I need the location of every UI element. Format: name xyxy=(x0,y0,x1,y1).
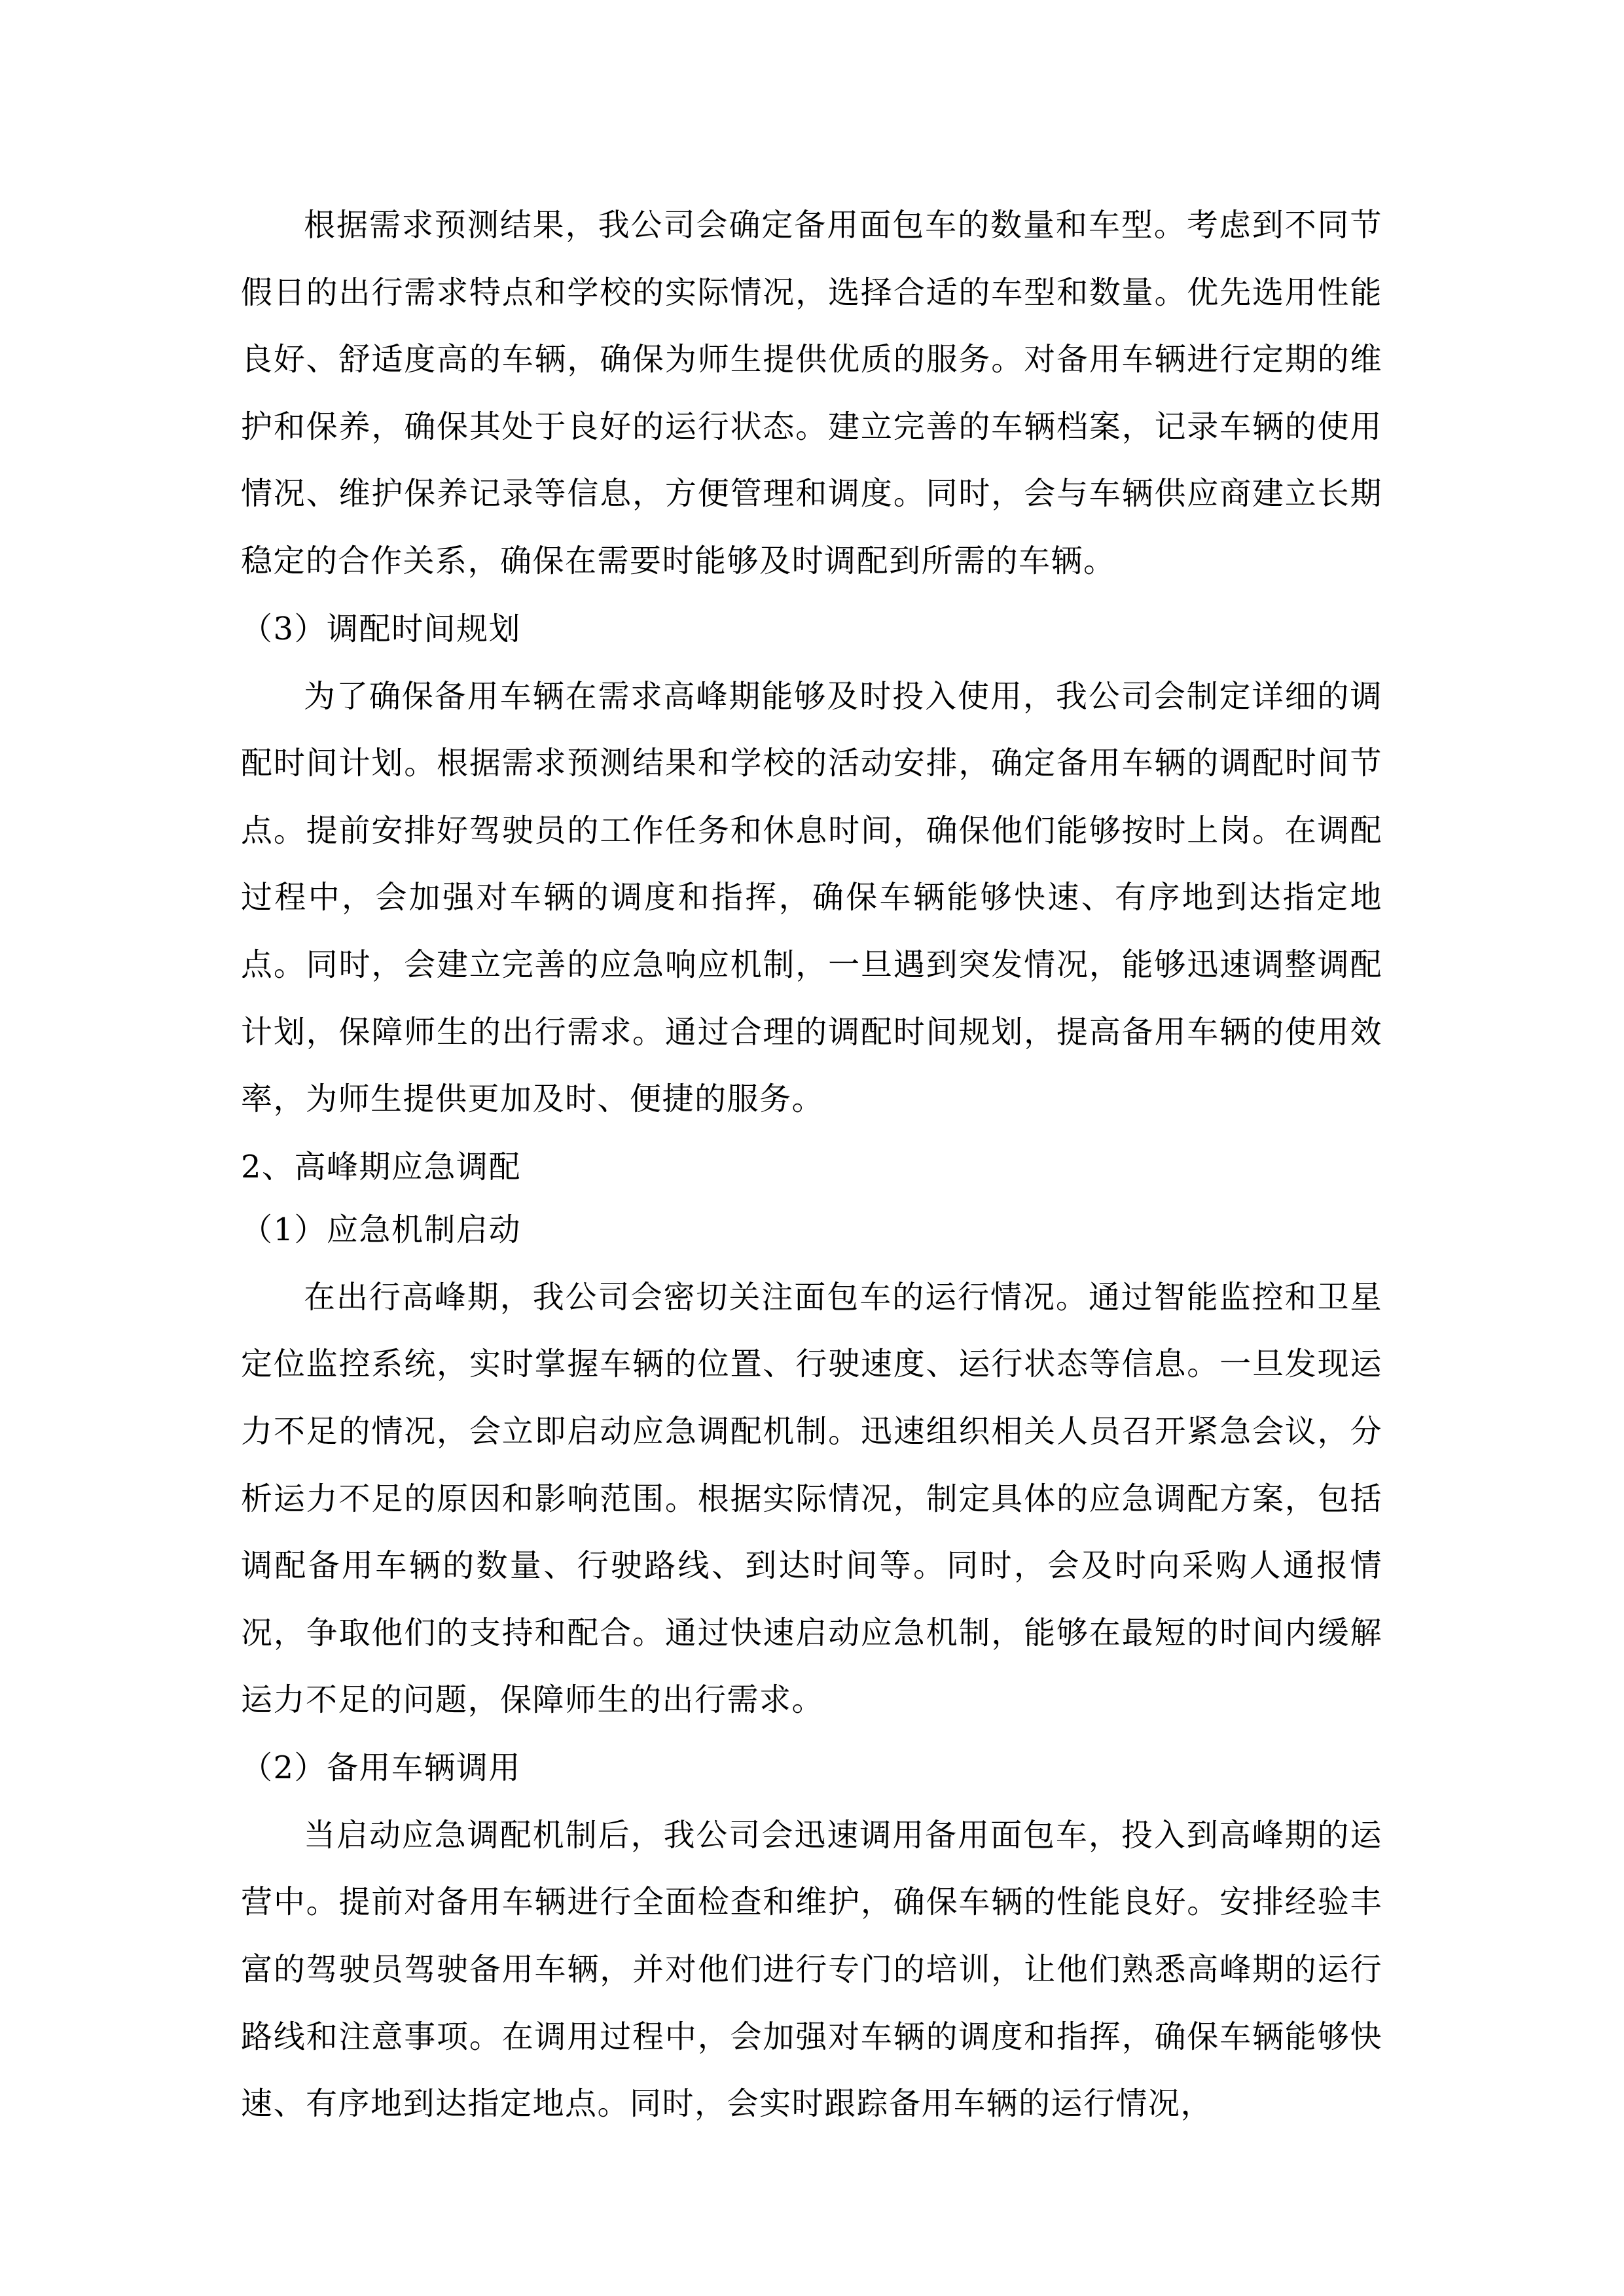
subheading-dispatch-time-planning: （3）调配时间规划 xyxy=(241,610,522,647)
section-heading-peak-emergency-dispatch: 2、高峰期应急调配 xyxy=(241,1148,522,1185)
document-body xyxy=(241,192,1382,2138)
paragraph-backup-vehicle-deployment: 当启动应急调配机制后，我公司会迅速调用备用面包车，投入到高峰期的运营中。提前对备用车辆进行全面检查和维护，确保车辆的性能良好。安排经验丰富的驾驶员驾驶备用车辆，并对他们进行专门的培训，让他们熟悉高峰期的运行路线和注意事项。在调用过程中，会加强对车辆的调度和指挥，确保车辆能够快速、有序地到达指定地点。同时，会实时跟踪备用车辆的运行情况， xyxy=(241,1816,1382,2123)
subheading-backup-vehicle-deployment: （2）备用车辆调用 xyxy=(241,1749,522,1786)
paragraph-vehicle-selection: 根据需求预测结果，我公司会确定备用面包车的数量和车型。考虑到不同节假日的出行需求特点和学校的实际情况，选择合适的车型和数量。优先选用性能良好、舒适度高的车辆，确保为师生提供优质的服务。对备用车辆进行定期的维护和保养，确保其处于良好的运行状态。建立完善的车辆档案，记录车辆的使用情况、维护保养记录等信息，方便管理和调度。同时，会与车辆供应商建立长期稳定的合作关系，确保在需要时能够及时调配到所需的车辆。 xyxy=(241,207,1382,579)
paragraph-emergency-mechanism: 在出行高峰期，我公司会密切关注面包车的运行情况。通过智能监控和卫星定位监控系统，实时掌握车辆的位置、行驶速度、运行状态等信息。一旦发现运力不足的情况，会立即启动应急调配机制。迅速组织相关人员召开紧急会议，分析运力不足的原因和影响范围。根据实际情况，制定具体的应急调配方案，包括调配备用车辆的数量、行驶路线、到达时间等。同时，会及时向采购人通报情况，争取他们的支持和配合。通过快速启动应急机制，能够在最短的时间内缓解运力不足的问题，保障师生的出行需求。 xyxy=(241,1278,1382,1719)
paragraph-dispatch-time-planning: 为了确保备用车辆在需求高峰期能够及时投入使用，我公司会制定详细的调配时间计划。根据需求预测结果和学校的活动安排，确定备用车辆的调配时间节点。提前安排好驾驶员的工作任务和休息时间，确保他们能够按时上岗。在调配过程中，会加强对车辆的调度和指挥，确保车辆能够快速、有序地到达指定地点。同时，会建立完善的应急响应机制，一旦遇到突发情况，能够迅速调整调配计划，保障师生的出行需求。通过合理的调配时间规划，提高备用车辆的使用效率，为师生提供更加及时、便捷的服务。 xyxy=(241,677,1382,1118)
subheading-emergency-mechanism: （1）应急机制启动 xyxy=(241,1211,522,1248)
